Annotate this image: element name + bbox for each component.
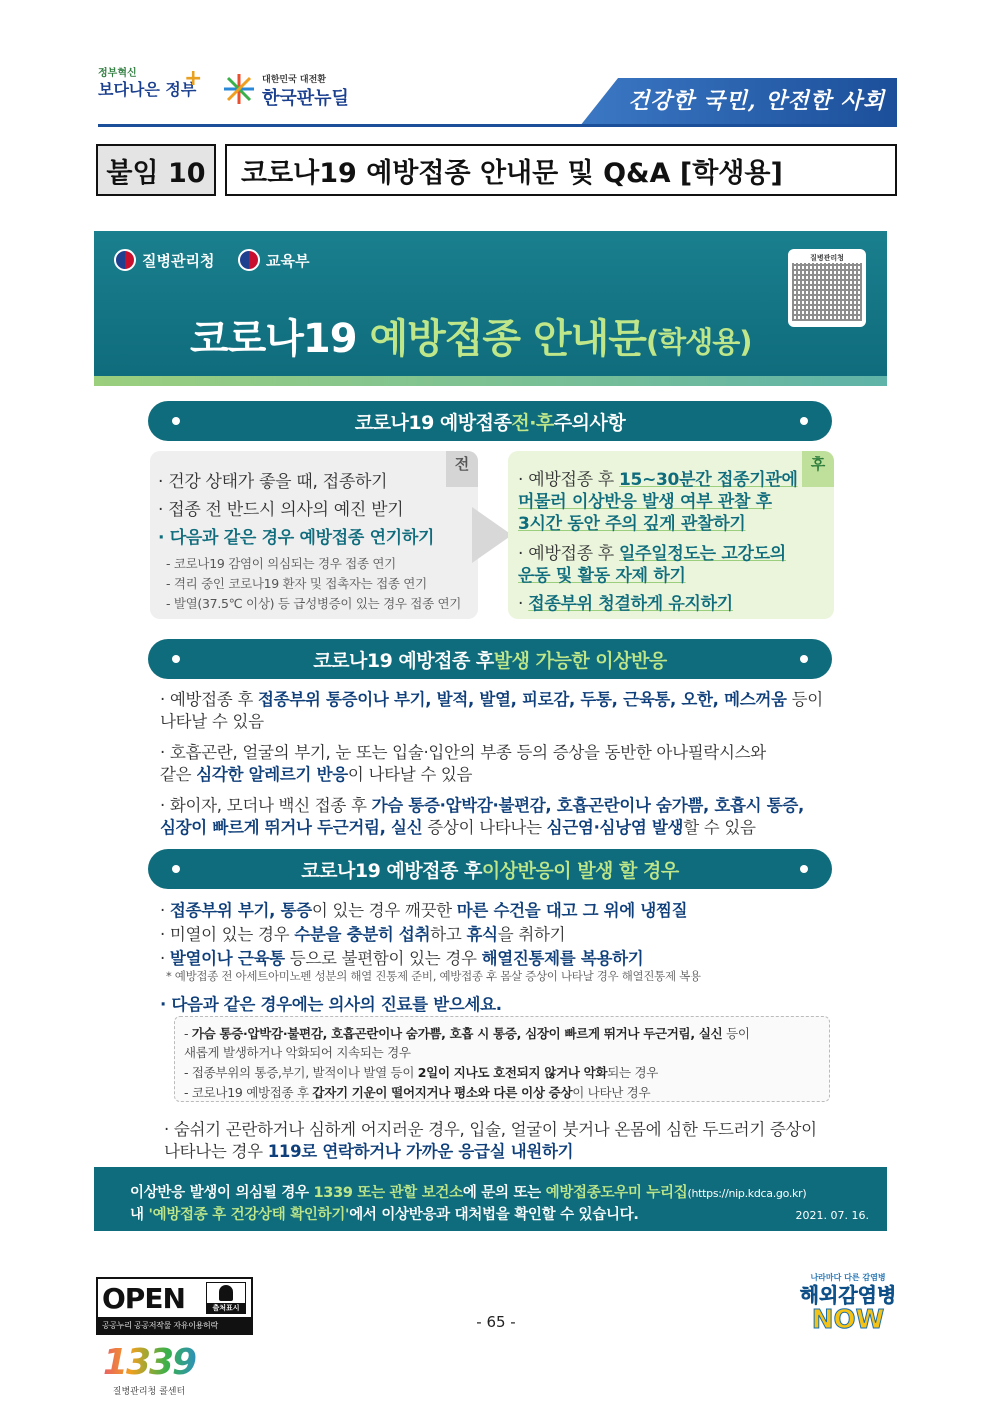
clinic-condition xyxy=(184,1024,750,1042)
header-divider xyxy=(98,124,897,127)
plain-text: 이 나타날 수 있음 xyxy=(347,765,473,784)
clinic-condition xyxy=(184,1043,411,1061)
qr-pattern xyxy=(792,263,862,321)
attribution-text: 출처표시 xyxy=(207,1303,245,1313)
before-item: · 다음과 같은 경우 예방접종 연기하기 xyxy=(158,528,435,548)
call-center-logo xyxy=(94,1342,204,1398)
overseas-small: 나라마다 다른 감염병 xyxy=(810,1273,886,1282)
section-side-effects xyxy=(148,639,832,679)
nip-url-link[interactable]: (https://nip.kdca.go.kr) xyxy=(687,1187,807,1200)
emphasis-text: 가슴 통증·압박감·불편감, 호흡곤란이나 숨가쁨, 호흡 시 통증, 심장이 빠르게 뛰거나 두근거림, 실신 xyxy=(191,1026,723,1041)
plain-text: - 코로나19 예방접종 후 xyxy=(184,1085,313,1100)
poster-title xyxy=(190,307,751,364)
after-item-text: · xyxy=(518,594,529,614)
after-item-highlight: 운동 및 활동 자제 하기 xyxy=(518,566,686,586)
reaction-line xyxy=(160,792,804,816)
logo-large-text: 보다나은 정부 xyxy=(98,80,197,99)
plain-text: · 예방접종 후 xyxy=(160,690,258,709)
action-line xyxy=(160,897,687,921)
emphasis-text: 2일이 지나도 호전되지 않거나 악화 xyxy=(417,1065,608,1080)
poster-title-audience: (학생용) xyxy=(645,325,752,359)
reaction-line xyxy=(160,708,264,732)
after-item xyxy=(518,589,733,614)
emphasis-text: 가슴 통증·압박감·불편감, 호흡곤란이나 숨가쁨, 호흡시 통증, xyxy=(371,796,804,815)
agency-moe xyxy=(238,249,309,271)
after-item xyxy=(518,561,686,586)
after-tag: 후 xyxy=(802,451,834,487)
poster-date: 2021. 07. 16. xyxy=(795,1209,869,1222)
after-item-highlight: 접종부위 청결하게 유지하기 xyxy=(528,594,733,614)
document-title: 코로나19 예방접종 안내문 및 Q&A [학생용] xyxy=(225,144,897,196)
section-if-side-effects xyxy=(148,849,832,889)
emphasis-text: 심장이 빠르게 뛰거나 두근거림, 실신 xyxy=(160,818,423,837)
footer-text: 에서 이상반응과 대처법을 확인할 수 있습니다. xyxy=(349,1207,639,1223)
agency-kdca xyxy=(114,249,214,271)
after-item xyxy=(518,509,745,534)
reaction-line xyxy=(160,686,823,710)
call-caption: 질병관리청 콜센터 xyxy=(112,1387,186,1397)
section-title-highlight: 전·후 xyxy=(511,411,554,434)
attribution-icon xyxy=(206,1282,246,1314)
footer-line-2 xyxy=(130,1203,639,1224)
emphasis-text: 접종부위 부기, 통증 xyxy=(169,901,312,920)
before-sub-item: - 격리 중인 코로나19 환자 및 접촉자는 접종 연기 xyxy=(166,576,427,591)
plain-text: - xyxy=(184,1026,192,1041)
open-caption: 공공누리 공공저작물 자유이용허락 xyxy=(98,1317,251,1333)
footer-highlight: '예방접종 후 건강상태 확인하기' xyxy=(148,1207,350,1223)
section-before-after xyxy=(148,401,832,441)
footer-line-1 xyxy=(130,1181,806,1202)
emphasis-text: 심근염·심낭염 발생 xyxy=(546,818,684,837)
emphasis-text: 수분을 충분히 섭취 xyxy=(294,925,431,944)
plain-text: 할 수 있음 xyxy=(683,818,756,837)
plain-text: 등으로 불편함이 있는 경우 xyxy=(284,949,482,968)
poster-header-strip xyxy=(94,376,887,386)
open-word: OPEN xyxy=(102,1281,185,1315)
section-title: 주의사항 xyxy=(553,411,626,434)
after-item-text: · 예방접종 후 xyxy=(518,470,620,490)
agency-name: 교육부 xyxy=(266,251,310,270)
logo-large-text: 한국판뉴딜 xyxy=(262,88,349,109)
emphasis-text: 휴식 xyxy=(466,925,498,944)
section-title-highlight: 발생 가능한 이상반응 xyxy=(493,649,667,672)
plain-text: 새롭게 발생하거나 악화되어 지속되는 경우 xyxy=(184,1045,411,1060)
poster-footer xyxy=(94,1167,887,1231)
new-deal-star-icon xyxy=(222,72,256,106)
qr-code[interactable] xyxy=(788,249,866,327)
plain-text: · xyxy=(160,901,170,920)
emphasis-text: 갑자기 기운이 떨어지거나 평소와 다른 이상 증상 xyxy=(312,1085,573,1100)
poster-title-highlight: 예방접종 안내문 xyxy=(369,316,646,362)
gov-innovation-logo xyxy=(98,68,208,114)
plain-text: · xyxy=(160,949,170,968)
emphasis-text: 마른 수건을 대고 그 위에 냉찜질 xyxy=(456,901,688,920)
slogan-text: 건강한 국민, 안전한 사회 xyxy=(628,88,886,114)
after-item-text: · 예방접종 후 xyxy=(518,544,620,564)
plain-text: · 미열이 있는 경우 xyxy=(160,925,295,944)
logo-small-text: 대한민국 대전환 xyxy=(262,75,326,85)
plain-text: 등이 xyxy=(722,1026,750,1041)
qr-label: 질병관리청 xyxy=(810,254,844,262)
taeguk-icon xyxy=(114,249,136,271)
emergency-line xyxy=(164,1138,573,1162)
before-item: · 접종 전 반드시 의사의 예진 받기 xyxy=(158,500,404,520)
overseas-disease-logo xyxy=(798,1272,898,1338)
before-tag: 전 xyxy=(446,451,478,487)
before-item: · 건강 상태가 좋을 때, 접종하기 xyxy=(158,472,388,492)
plain-text: · 숨쉬기 곤란하거나 심하게 어지러운 경우, 입술, 얼굴이 붓거나 온몸에 심한 두드러기 증상이 xyxy=(164,1120,817,1139)
agency-name: 질병관리청 xyxy=(142,251,215,270)
reaction-line xyxy=(160,761,472,785)
bullet-dot-icon xyxy=(800,655,808,663)
plain-text: 증상이 나타나는 xyxy=(422,818,547,837)
plain-text: 되는 경우 xyxy=(607,1065,659,1080)
before-sub-item: - 발열(37.5℃ 이상) 등 급성병증이 있는 경우 접종 연기 xyxy=(166,596,462,611)
bullet-dot-icon xyxy=(172,655,180,663)
page-number: - 65 - xyxy=(476,1313,516,1331)
action-line xyxy=(160,945,643,969)
plain-text: 나타나는 경우 xyxy=(164,1142,268,1161)
footer-text: 에 문의 또는 xyxy=(462,1185,546,1201)
bullet-dot-icon xyxy=(172,417,180,425)
vaccination-poster xyxy=(94,231,887,1231)
overseas-now: NOW xyxy=(811,1305,885,1335)
footer-text: 이상반응 발생이 의심될 경우 xyxy=(130,1185,314,1201)
person-icon xyxy=(219,1285,233,1301)
logo-small-text: 정부혁신 xyxy=(98,68,137,79)
action-line xyxy=(160,921,565,945)
plain-text: · 호흡곤란, 얼굴의 부기, 눈 또는 입술·입안의 부종 등의 증상을 동반한 아나필락시스와 xyxy=(160,743,766,762)
after-item-highlight: 일주일정도는 고강도의 xyxy=(619,544,786,564)
plain-text: 나타날 수 있음 xyxy=(160,712,264,731)
appendix-label: 붙임 10 xyxy=(96,144,216,196)
plain-text: 이 있는 경우 깨끗한 xyxy=(311,901,457,920)
arrow-right-icon xyxy=(472,507,512,563)
section-title-highlight: 이상반응이 발생 할 경우 xyxy=(481,859,679,882)
emphasis-text: 심각한 알레르기 반응 xyxy=(196,765,348,784)
korean-new-deal-logo xyxy=(222,70,362,114)
emphasis-text: 접종부위 통증이나 부기, 발적, 발열, 피로감, 두통, 근육통, 오한, 메스꺼움 xyxy=(257,690,787,709)
plain-text: 을 취하기 xyxy=(497,925,566,944)
plain-text: 하고 xyxy=(430,925,467,944)
footer-text: 내 xyxy=(130,1207,149,1223)
kogl-open-badge xyxy=(96,1277,253,1335)
bullet-dot-icon xyxy=(800,865,808,873)
action-note: * 예방접종 전 아세트아미노펜 성분의 해열 진통제 준비, 예방접종 후 몸살 증상이 나타날 경우 해열진통제 복용 xyxy=(166,969,701,983)
plus-icon: + xyxy=(184,66,203,91)
clinic-condition xyxy=(184,1063,658,1081)
poster-title-main: 코로나19 xyxy=(190,316,370,362)
plain-text: 이 나타난 경우 xyxy=(572,1085,651,1100)
before-sub-item: - 코로나19 감염이 의심되는 경우 접종 연기 xyxy=(166,556,396,571)
bullet-dot-icon xyxy=(172,865,180,873)
emergency-line xyxy=(164,1116,817,1140)
reaction-line xyxy=(160,739,766,763)
footer-highlight: 1339 또는 관할 보건소 xyxy=(313,1185,463,1201)
after-item-highlight: 머물러 이상반응 발생 여부 관찰 후 xyxy=(518,492,772,512)
bullet-dot-icon xyxy=(800,417,808,425)
reaction-line xyxy=(160,814,756,838)
emphasis-text: 119로 연락하거나 가까운 응급실 내원하기 xyxy=(267,1142,574,1161)
plain-text: 같은 xyxy=(160,765,197,784)
section-title: 코로나19 예방접종 후 xyxy=(301,859,482,882)
clinic-heading-text: · 다음과 같은 경우에는 의사의 진료를 받으세요. xyxy=(160,995,502,1014)
emphasis-text: 발열이나 근육통 xyxy=(169,949,285,968)
after-item-highlight: 3시간 동안 주의 깊게 관찰하기 xyxy=(518,514,746,534)
plain-text: · 화이자, 모더나 백신 접종 후 xyxy=(160,796,372,815)
plain-text: - 접종부위의 통증,부기, 발적이나 발열 등이 xyxy=(184,1065,418,1080)
taeguk-icon xyxy=(238,249,260,271)
overseas-large: 해외감염병 xyxy=(799,1283,897,1307)
plain-text: 등이 xyxy=(786,690,823,709)
clinic-condition xyxy=(184,1083,650,1101)
emphasis-text: 해열진통제를 복용하기 xyxy=(481,949,644,968)
after-item-highlight: 15~30분간 접종기관에 xyxy=(619,470,798,490)
footer-highlight: 예방접종도우미 누리집 xyxy=(545,1185,688,1201)
section-title: 코로나19 예방접종 후 xyxy=(313,649,494,672)
clinic-heading xyxy=(160,991,502,1015)
call-number: 1339 xyxy=(94,1342,204,1384)
section-title: 코로나19 예방접종 xyxy=(354,411,512,434)
